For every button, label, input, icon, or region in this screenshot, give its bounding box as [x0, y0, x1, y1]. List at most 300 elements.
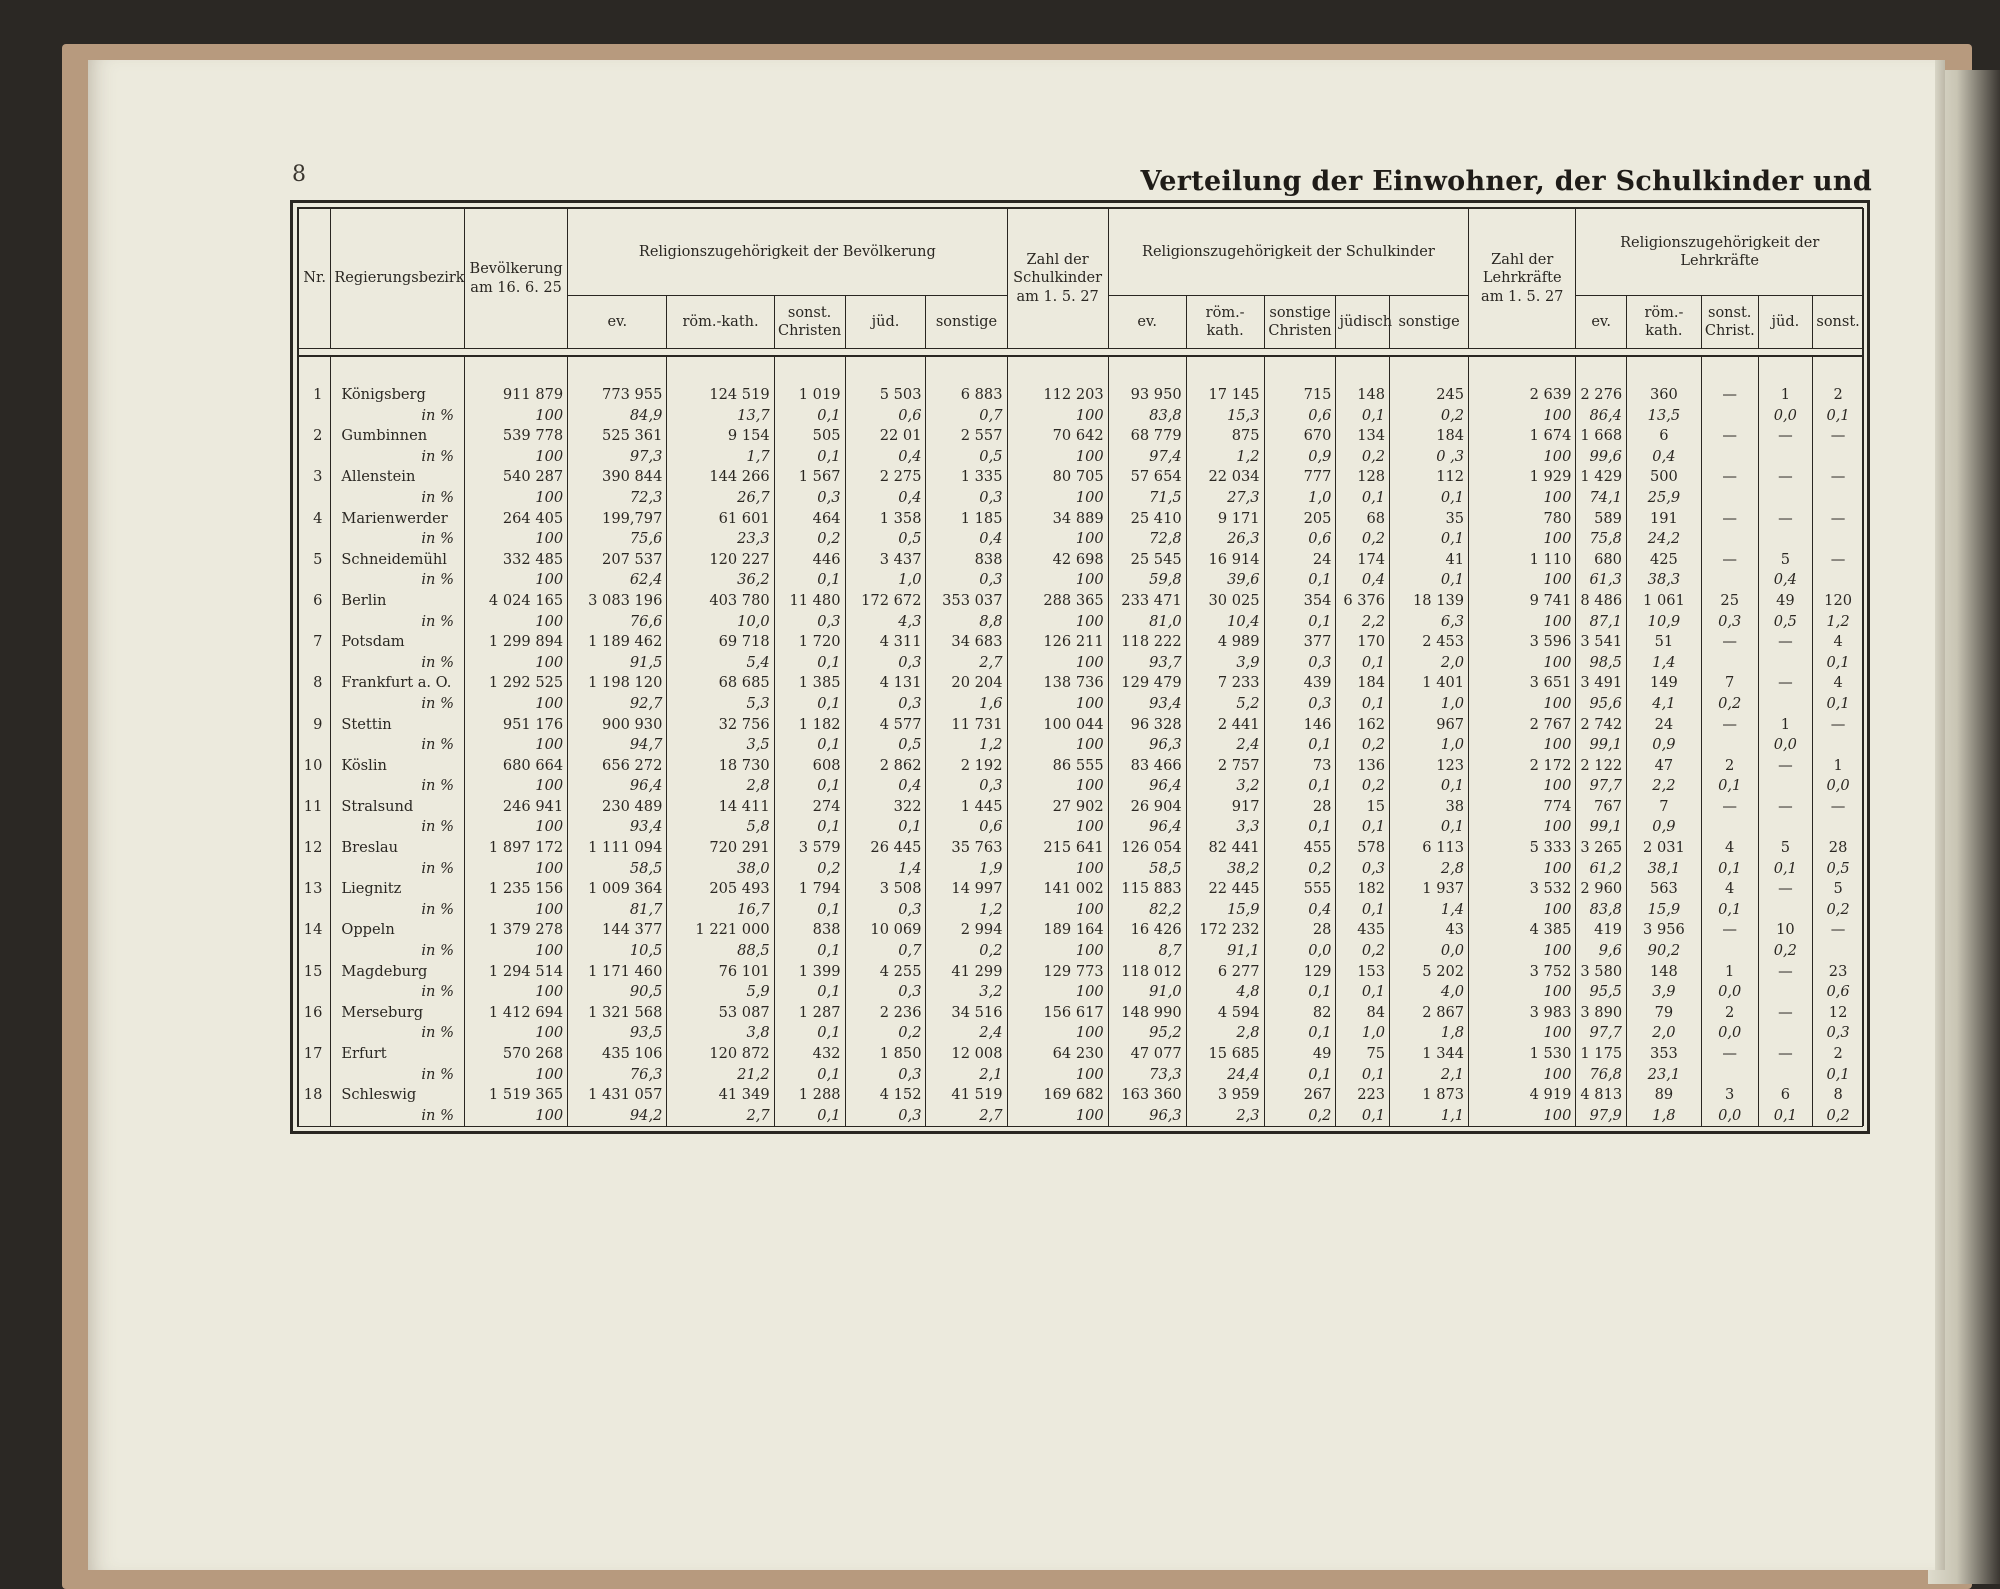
percent-cell: 0,9 — [1264, 447, 1336, 468]
percent-cell: 0,1 — [1701, 776, 1758, 797]
value-cell: 2 192 — [926, 756, 1007, 777]
value-cell: 3 596 — [1469, 632, 1576, 653]
percent-cell: 94,7 — [568, 735, 667, 756]
percent-cell — [1758, 694, 1813, 715]
percent-cell: 97,4 — [1108, 447, 1186, 468]
percent-cell: 100 — [464, 694, 567, 715]
percent-cell — [1758, 776, 1813, 797]
percent-cell: 0,1 — [1336, 694, 1390, 715]
row-bezirk: Potsdam — [331, 632, 465, 653]
percent-cell — [1701, 653, 1758, 674]
value-cell: 4 255 — [845, 962, 926, 983]
empty-cell — [299, 817, 331, 838]
value-cell: 76 101 — [667, 962, 774, 983]
value-cell: 10 — [1758, 920, 1813, 941]
value-cell: 47 — [1626, 756, 1701, 777]
percent-cell: 100 — [1469, 776, 1576, 797]
percent-cell: 3,2 — [1186, 776, 1264, 797]
value-cell: — — [1758, 1003, 1813, 1024]
percent-cell: 0,1 — [774, 406, 845, 427]
row-nr: 16 — [299, 1003, 331, 1024]
percent-cell: 58,5 — [1108, 859, 1186, 880]
percent-cell: 1,2 — [1813, 612, 1864, 633]
value-cell: 215 641 — [1007, 838, 1108, 859]
value-cell: 6 376 — [1336, 591, 1390, 612]
percent-cell — [1758, 900, 1813, 921]
percent-cell: 23,1 — [1626, 1065, 1701, 1086]
value-cell: — — [1813, 920, 1864, 941]
value-cell: 680 — [1576, 550, 1627, 571]
value-cell: 1 937 — [1390, 879, 1469, 900]
percent-cell: 61,2 — [1576, 859, 1627, 880]
percent-cell: 98,5 — [1576, 653, 1627, 674]
value-cell: 24 — [1626, 715, 1701, 736]
value-cell: 70 642 — [1007, 426, 1108, 447]
value-cell: 35 — [1390, 509, 1469, 530]
empty-cell — [1576, 356, 1627, 385]
percent-cell: 100 — [1469, 1023, 1576, 1044]
value-cell: 1 335 — [926, 467, 1007, 488]
percent-cell: 2,2 — [1626, 776, 1701, 797]
percent-cell: 1,6 — [926, 694, 1007, 715]
value-cell: 245 — [1390, 385, 1469, 406]
row-nr: 5 — [299, 550, 331, 571]
value-cell: 3 083 196 — [568, 591, 667, 612]
percent-cell: 84,9 — [568, 406, 667, 427]
value-cell: 149 — [1626, 673, 1701, 694]
percent-cell: 1,9 — [926, 859, 1007, 880]
empty-cell — [667, 356, 774, 385]
value-cell: 120 — [1813, 591, 1864, 612]
value-cell: 1 287 — [774, 1003, 845, 1024]
value-cell: 6 883 — [926, 385, 1007, 406]
value-cell: 2 275 — [845, 467, 926, 488]
subheader: röm.-kath. — [1626, 296, 1701, 349]
value-cell: 49 — [1264, 1044, 1336, 1065]
value-cell: 3 508 — [845, 879, 926, 900]
value-cell: 34 683 — [926, 632, 1007, 653]
value-cell: 32 756 — [667, 715, 774, 736]
percent-cell: 100 — [1469, 1106, 1576, 1127]
value-cell: 115 883 — [1108, 879, 1186, 900]
percent-cell: 99,1 — [1576, 735, 1627, 756]
percent-cell: 0,1 — [1264, 612, 1336, 633]
percent-row — [299, 488, 1864, 509]
percent-cell: 0,3 — [774, 488, 845, 509]
percent-cell: 0,3 — [774, 612, 845, 633]
value-cell: 128 — [1336, 467, 1390, 488]
percent-cell: 0,2 — [1336, 776, 1390, 797]
value-cell: 68 779 — [1108, 426, 1186, 447]
percent-cell: 0,3 — [845, 982, 926, 1003]
value-cell: 43 — [1390, 920, 1469, 941]
value-cell: 2 453 — [1390, 632, 1469, 653]
row-nr: 13 — [299, 879, 331, 900]
empty-cell — [299, 447, 331, 468]
percent-cell: 100 — [1007, 735, 1108, 756]
row-nr: 9 — [299, 715, 331, 736]
value-cell: 3 752 — [1469, 962, 1576, 983]
header-bezirk: Regierungsbezirk — [331, 209, 465, 349]
value-cell: 777 — [1264, 467, 1336, 488]
percent-cell: 100 — [464, 447, 567, 468]
percent-cell: 100 — [464, 1106, 567, 1127]
value-cell: 875 — [1186, 426, 1264, 447]
percent-cell: 0,5 — [1758, 612, 1813, 633]
header-zahl-lehrkraefte: Zahl der Lehrkräfte am 1. 5. 27 — [1469, 209, 1576, 349]
percent-cell: 87,1 — [1576, 612, 1627, 633]
percent-cell: 73,3 — [1108, 1065, 1186, 1086]
value-cell: 505 — [774, 426, 845, 447]
empty-cell — [926, 356, 1007, 385]
percent-cell: 100 — [464, 406, 567, 427]
percent-cell: 0,1 — [1264, 1023, 1336, 1044]
value-cell: 608 — [774, 756, 845, 777]
value-cell: 1 431 057 — [568, 1085, 667, 1106]
percent-cell: 100 — [464, 735, 567, 756]
value-cell: — — [1701, 1044, 1758, 1065]
percent-cell: 0,3 — [845, 694, 926, 715]
value-cell: 136 — [1336, 756, 1390, 777]
percent-cell — [1758, 817, 1813, 838]
percent-label: in % — [331, 735, 465, 756]
value-cell: 838 — [926, 550, 1007, 571]
value-cell: 22 034 — [1186, 467, 1264, 488]
value-cell: 2 — [1701, 756, 1758, 777]
value-cell: 780 — [1469, 509, 1576, 530]
percent-cell: 21,2 — [667, 1065, 774, 1086]
percent-cell: 100 — [1469, 488, 1576, 509]
value-cell: 1 379 278 — [464, 920, 567, 941]
value-cell: 12 — [1813, 1003, 1864, 1024]
spacer-row — [299, 356, 1864, 385]
percent-cell: 82,2 — [1108, 900, 1186, 921]
percent-cell: 100 — [1007, 406, 1108, 427]
value-cell: 3 — [1701, 1085, 1758, 1106]
percent-cell: 100 — [1469, 570, 1576, 591]
percent-cell: 0,2 — [1264, 1106, 1336, 1127]
subheader: röm.-kath. — [667, 296, 774, 349]
value-cell: 20 204 — [926, 673, 1007, 694]
value-cell: 1 185 — [926, 509, 1007, 530]
value-cell: — — [1701, 467, 1758, 488]
value-cell: 6 113 — [1390, 838, 1469, 859]
value-cell: 435 106 — [568, 1044, 667, 1065]
percent-cell: 100 — [1007, 817, 1108, 838]
percent-cell: 5,4 — [667, 653, 774, 674]
value-cell: 82 441 — [1186, 838, 1264, 859]
percent-cell: 0,5 — [845, 529, 926, 550]
value-cell: 162 — [1336, 715, 1390, 736]
value-cell: 93 950 — [1108, 385, 1186, 406]
percent-cell: 1,0 — [1390, 694, 1469, 715]
value-cell: 5 — [1813, 879, 1864, 900]
percent-cell — [1758, 653, 1813, 674]
percent-cell: 0,1 — [774, 694, 845, 715]
percent-cell: 96,4 — [1108, 776, 1186, 797]
value-cell: 4 813 — [1576, 1085, 1627, 1106]
percent-label: in % — [331, 1065, 465, 1086]
value-cell: 10 069 — [845, 920, 926, 941]
value-cell: 129 773 — [1007, 962, 1108, 983]
value-cell: 1 412 694 — [464, 1003, 567, 1024]
table-row — [299, 385, 1864, 406]
percent-row — [299, 612, 1864, 633]
value-cell: 141 002 — [1007, 879, 1108, 900]
percent-cell — [1701, 1065, 1758, 1086]
percent-row — [299, 1065, 1864, 1086]
percent-cell: 1,4 — [1390, 900, 1469, 921]
value-cell: 9 171 — [1186, 509, 1264, 530]
value-cell: 6 277 — [1186, 962, 1264, 983]
percent-cell: 0,2 — [1758, 941, 1813, 962]
percent-label: in % — [331, 406, 465, 427]
value-cell: 16 426 — [1108, 920, 1186, 941]
percent-cell: 88,5 — [667, 941, 774, 962]
percent-cell: 100 — [1469, 941, 1576, 962]
value-cell: 1 674 — [1469, 426, 1576, 447]
value-cell: 120 872 — [667, 1044, 774, 1065]
value-cell: 1 567 — [774, 467, 845, 488]
percent-cell: 0,4 — [1336, 570, 1390, 591]
percent-cell: 9,6 — [1576, 941, 1627, 962]
value-cell: 1 294 514 — [464, 962, 567, 983]
value-cell: 435 — [1336, 920, 1390, 941]
subheader: jüd. — [845, 296, 926, 349]
value-cell: 233 471 — [1108, 591, 1186, 612]
percent-row — [299, 735, 1864, 756]
percent-cell — [1758, 982, 1813, 1003]
empty-cell — [299, 900, 331, 921]
value-cell: 4 311 — [845, 632, 926, 653]
value-cell: 2 867 — [1390, 1003, 1469, 1024]
percent-row — [299, 982, 1864, 1003]
value-cell: — — [1813, 467, 1864, 488]
percent-row — [299, 529, 1864, 550]
subheader: sonst. Christ. — [1701, 296, 1758, 349]
header-rel-schulkinder: Religionszugehörigkeit der Schulkinder — [1108, 209, 1468, 296]
row-bezirk: Schneidemühl — [331, 550, 465, 571]
percent-cell: 100 — [1469, 735, 1576, 756]
value-cell: 15 — [1336, 797, 1390, 818]
value-cell: 14 411 — [667, 797, 774, 818]
percent-cell: 72,8 — [1108, 529, 1186, 550]
value-cell: 4 — [1701, 879, 1758, 900]
percent-cell: 91,5 — [568, 653, 667, 674]
percent-label: in % — [331, 859, 465, 880]
percent-cell: 0,9 — [1626, 735, 1701, 756]
percent-cell: 100 — [464, 859, 567, 880]
percent-cell: 0,5 — [845, 735, 926, 756]
percent-cell: 58,5 — [568, 859, 667, 880]
empty-cell — [1758, 356, 1813, 385]
subheader: ev. — [1576, 296, 1627, 349]
percent-cell: 0,2 — [1264, 859, 1336, 880]
percent-cell: 0,2 — [1336, 941, 1390, 962]
value-cell: 118 012 — [1108, 962, 1186, 983]
percent-cell: 100 — [1007, 694, 1108, 715]
value-cell: 49 — [1758, 591, 1813, 612]
value-cell: — — [1701, 920, 1758, 941]
percent-cell: 10,0 — [667, 612, 774, 633]
percent-cell: 0,5 — [1813, 859, 1864, 880]
value-cell: 1 519 365 — [464, 1085, 567, 1106]
percent-cell: 100 — [464, 570, 567, 591]
percent-row — [299, 653, 1864, 674]
percent-cell: 100 — [1469, 653, 1576, 674]
value-cell: 144 266 — [667, 467, 774, 488]
percent-cell: 100 — [1469, 817, 1576, 838]
percent-cell: 76,3 — [568, 1065, 667, 1086]
percent-cell: 27,3 — [1186, 488, 1264, 509]
value-cell: 68 — [1336, 509, 1390, 530]
percent-cell — [1813, 941, 1864, 962]
value-cell: 1 873 — [1390, 1085, 1469, 1106]
percent-cell: 100 — [1469, 694, 1576, 715]
table-row — [299, 879, 1864, 900]
empty-cell — [1336, 356, 1390, 385]
percent-cell: 0,1 — [1264, 982, 1336, 1003]
value-cell: — — [1813, 797, 1864, 818]
value-cell: 439 — [1264, 673, 1336, 694]
table-row — [299, 838, 1864, 859]
value-cell: 27 902 — [1007, 797, 1108, 818]
value-cell: 332 485 — [464, 550, 567, 571]
value-cell: 6 — [1758, 1085, 1813, 1106]
percent-cell: 0,3 — [845, 1065, 926, 1086]
percent-cell: 1,2 — [926, 900, 1007, 921]
value-cell: 41 519 — [926, 1085, 1007, 1106]
percent-cell: 0,6 — [1264, 406, 1336, 427]
percent-cell: 90,5 — [568, 982, 667, 1003]
value-cell: 129 — [1264, 962, 1336, 983]
empty-cell — [1264, 356, 1336, 385]
percent-cell: 0,1 — [1390, 488, 1469, 509]
value-cell: 1 189 462 — [568, 632, 667, 653]
value-cell: — — [1758, 673, 1813, 694]
header-rel-bevoelkerung: Religionszugehörigkeit der Bevölkerung — [568, 209, 1007, 296]
percent-cell: 0,1 — [1336, 1106, 1390, 1127]
percent-cell — [1701, 570, 1758, 591]
value-cell: 12 008 — [926, 1044, 1007, 1065]
value-cell: 223 — [1336, 1085, 1390, 1106]
percent-cell: 3,3 — [1186, 817, 1264, 838]
value-cell: 774 — [1469, 797, 1576, 818]
percent-cell: 36,2 — [667, 570, 774, 591]
row-bezirk: Königsberg — [331, 385, 465, 406]
percent-cell: 0,1 — [1390, 529, 1469, 550]
value-cell: — — [1758, 467, 1813, 488]
value-cell: 191 — [1626, 509, 1701, 530]
value-cell: 767 — [1576, 797, 1627, 818]
value-cell: 86 555 — [1007, 756, 1108, 777]
table-row — [299, 426, 1864, 447]
value-cell: 5 — [1758, 550, 1813, 571]
value-cell: 464 — [774, 509, 845, 530]
percent-cell: 0,3 — [845, 653, 926, 674]
value-cell: 41 299 — [926, 962, 1007, 983]
percent-cell: 75,8 — [1576, 529, 1627, 550]
percent-cell: 0,0 — [1758, 735, 1813, 756]
percent-cell: 2,4 — [926, 1023, 1007, 1044]
header-rel-lehrkraefte: Religionszugehörigkeit der Lehrkräfte — [1576, 209, 1864, 296]
value-cell: 80 705 — [1007, 467, 1108, 488]
subheader: röm.-kath. — [1186, 296, 1264, 349]
percent-cell: 0,3 — [1813, 1023, 1864, 1044]
percent-cell — [1813, 447, 1864, 468]
value-cell: 670 — [1264, 426, 1336, 447]
value-cell: 25 — [1701, 591, 1758, 612]
value-cell: 82 — [1264, 1003, 1336, 1024]
percent-cell: 96,3 — [1108, 735, 1186, 756]
header-nr: Nr. — [299, 209, 331, 349]
value-cell: 264 405 — [464, 509, 567, 530]
percent-cell: 5,9 — [667, 982, 774, 1003]
value-cell: 500 — [1626, 467, 1701, 488]
percent-cell: 0,0 — [1701, 1106, 1758, 1127]
value-cell: 3 491 — [1576, 673, 1627, 694]
percent-cell: 1,4 — [845, 859, 926, 880]
value-cell: 170 — [1336, 632, 1390, 653]
value-cell: 89 — [1626, 1085, 1701, 1106]
row-bezirk: Köslin — [331, 756, 465, 777]
row-bezirk: Stettin — [331, 715, 465, 736]
value-cell: 16 914 — [1186, 550, 1264, 571]
percent-cell: 13,7 — [667, 406, 774, 427]
value-cell: 6 — [1626, 426, 1701, 447]
percent-cell: 0,1 — [1758, 1106, 1813, 1127]
empty-cell — [299, 776, 331, 797]
percent-cell: 100 — [1469, 982, 1576, 1003]
empty-cell — [299, 356, 331, 385]
percent-cell: 38,1 — [1626, 859, 1701, 880]
percent-cell: 25,9 — [1626, 488, 1701, 509]
empty-cell — [568, 356, 667, 385]
percent-cell: 71,5 — [1108, 488, 1186, 509]
value-cell: 8 486 — [1576, 591, 1627, 612]
value-cell: 1 292 525 — [464, 673, 567, 694]
value-cell: — — [1701, 550, 1758, 571]
value-cell: 134 — [1336, 426, 1390, 447]
value-cell: 11 480 — [774, 591, 845, 612]
row-nr: 4 — [299, 509, 331, 530]
percent-cell: 0,1 — [774, 570, 845, 591]
value-cell: 205 — [1264, 509, 1336, 530]
percent-cell: 0,1 — [1264, 776, 1336, 797]
value-cell: 1 288 — [774, 1085, 845, 1106]
percent-cell: 10,4 — [1186, 612, 1264, 633]
value-cell: 146 — [1264, 715, 1336, 736]
value-cell: 555 — [1264, 879, 1336, 900]
percent-cell: 0,1 — [1264, 1065, 1336, 1086]
value-cell: 1 321 568 — [568, 1003, 667, 1024]
percent-cell: 97,7 — [1576, 776, 1627, 797]
value-cell: 28 — [1813, 838, 1864, 859]
empty-cell — [1390, 356, 1469, 385]
percent-cell: 100 — [464, 529, 567, 550]
percent-cell: 100 — [1469, 447, 1576, 468]
row-nr: 6 — [299, 591, 331, 612]
percent-cell: 0,7 — [845, 941, 926, 962]
percent-cell: 100 — [1007, 776, 1108, 797]
percent-cell: 0,1 — [1701, 859, 1758, 880]
table-row — [299, 1085, 1864, 1106]
subheader: jüdisch — [1336, 296, 1390, 349]
percent-cell — [1813, 529, 1864, 550]
percent-cell — [1701, 406, 1758, 427]
row-nr: 14 — [299, 920, 331, 941]
value-cell: 1 299 894 — [464, 632, 567, 653]
